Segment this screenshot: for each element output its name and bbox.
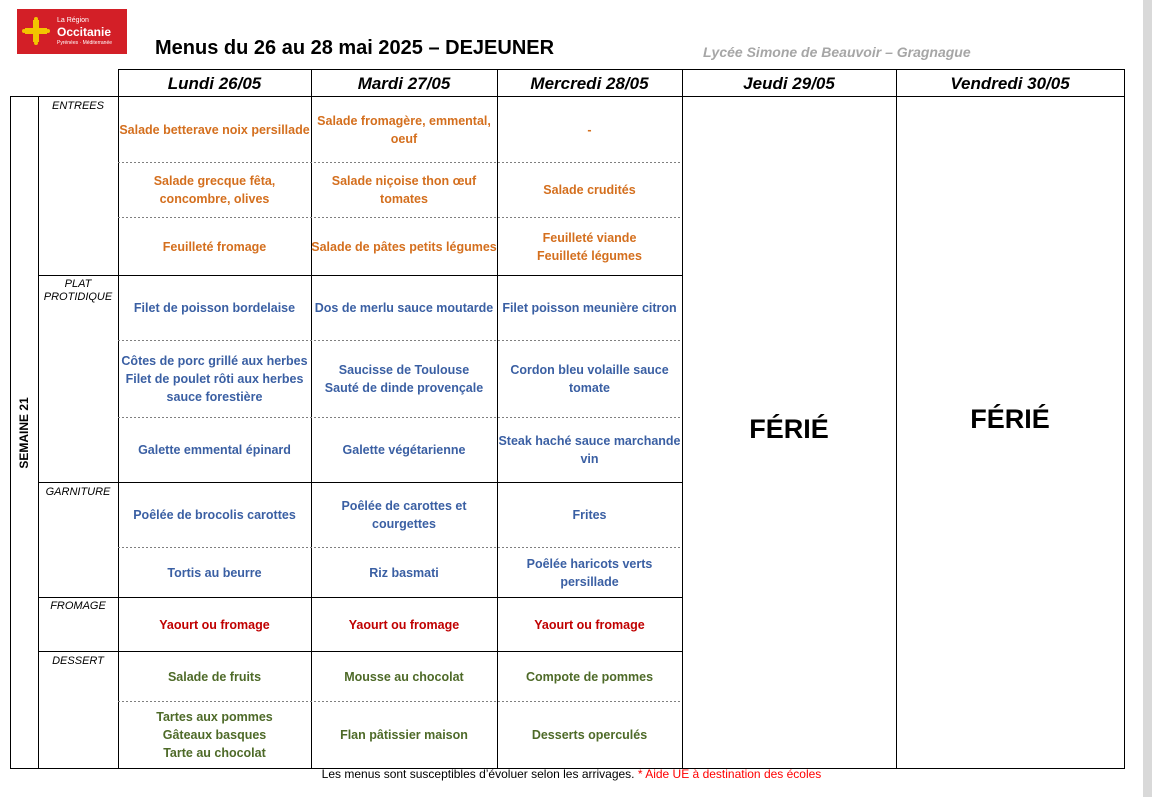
menu-cell [311, 276, 497, 340]
menu-cell [497, 652, 682, 701]
menu-cell [497, 418, 682, 482]
menu-cell [497, 702, 682, 768]
logo-line1: La Région [57, 17, 89, 24]
menu-cell [311, 97, 497, 162]
dish-entree: Feuilleté viande Feuilleté légumes [537, 230, 642, 263]
dish-plat: Saucisse de Toulouse Sauté de dinde provençale [324, 363, 484, 395]
dish-dessert: Tartes aux pommes Gâteaux basques Tarte au chocolat [156, 710, 273, 760]
logo-line2: Occitanie [57, 25, 112, 39]
dish-garniture: Poêlée de carottes et courgettes [341, 499, 467, 531]
dish-entree: Salade de pâtes petits légumes [311, 239, 497, 254]
menu-cell [118, 276, 311, 340]
menu-cell [497, 163, 682, 217]
dish-dessert: Compote de pommes [525, 669, 654, 684]
scrollbar[interactable] [1143, 0, 1152, 797]
category-dessert: DESSERT [52, 655, 104, 667]
dish-garniture: Poêlée haricots verts persillade [526, 556, 653, 589]
menu-cell [118, 598, 311, 651]
dish-garniture: Frites [572, 508, 607, 522]
menu-cell [311, 163, 497, 217]
menu-cell [118, 163, 311, 217]
category-plat: PLAT PROTIDIQUE [43, 278, 113, 303]
holiday-friday: FÉRIÉ [970, 404, 1050, 434]
dish-plat: Filet poisson meunière citron [502, 301, 677, 315]
footer-text: Les menus sont susceptibles d’évoluer selon les arrivages. [321, 767, 635, 781]
school-name: Lycée Simone de Beauvoir – Gragnague [703, 44, 971, 60]
dish-fromage: Yaourt ou fromage [534, 617, 645, 632]
footer-aide: * Aide UE à destination des écoles [637, 767, 822, 781]
menu-cell [311, 341, 497, 417]
dish-entree: Salade fromagère, emmental, oeuf [317, 113, 491, 146]
dish-garniture: Poêlée de brocolis carottes [133, 508, 296, 522]
dish-entree: Salade crudités [543, 183, 636, 197]
day-header-tuesday: Mardi 27/05 [357, 73, 451, 93]
day-header-friday: Vendredi 30/05 [950, 73, 1070, 93]
menu-cell [118, 483, 311, 547]
dish-plat: Cordon bleu volaille sauce tomate [510, 363, 669, 395]
dish-plat: Steak haché sauce marchande vin [498, 434, 681, 466]
holiday-thursday: FÉRIÉ [749, 414, 829, 444]
dish-plat: Dos de merlu sauce moutarde [314, 301, 494, 315]
menu-cell [311, 218, 497, 275]
menu-cell [311, 483, 497, 547]
menu-cell [118, 418, 311, 482]
dish-entree: Salade grecque fêta, concombre, olives [153, 174, 276, 206]
category-fromage: FROMAGE [50, 600, 106, 612]
category-entrees: ENTREES [52, 100, 104, 112]
dish-plat: Galette emmental épinard [138, 443, 291, 457]
dish-dessert: Mousse au chocolat [344, 669, 464, 684]
page-title: Menus du 26 au 28 mai 2025 – DEJEUNER [155, 37, 555, 59]
dish-fromage: Yaourt ou fromage [348, 617, 460, 632]
menu-cell [497, 548, 682, 597]
menu-cell [311, 702, 497, 768]
dish-plat: Côtes de porc grillé aux herbes Filet de poulet rôti aux herbes sauce forestière [121, 354, 308, 404]
dish-garniture: Riz basmati [369, 565, 439, 580]
dish-dessert: Flan pâtissier maison [340, 728, 468, 742]
dish-dessert: Salade de fruits [167, 669, 262, 684]
menu-cell [497, 598, 682, 651]
menu-cell [118, 702, 311, 768]
menu-cell [497, 97, 682, 162]
menu-cell [497, 483, 682, 547]
menu-cell [497, 276, 682, 340]
dish-entree: Salade betterave noix persillade [119, 122, 310, 137]
dish-dessert: Desserts operculés [531, 728, 648, 742]
dish-plat: Filet de poisson bordelaise [133, 301, 296, 315]
dish-fromage: Yaourt ou fromage [159, 617, 270, 632]
day-header-monday: Lundi 26/05 [167, 73, 262, 93]
menu-cell [311, 598, 497, 651]
logo-line3: Pyrénées · Méditerranée [57, 40, 113, 46]
menu-cell [118, 218, 311, 275]
menu-cell [118, 548, 311, 597]
dish-entree: Feuilleté fromage [162, 239, 267, 254]
dish-entree: Salade niçoise thon œuf tomates [331, 174, 477, 206]
menu-cell [118, 341, 311, 417]
footer-note [0, 767, 1143, 781]
menu-cell [497, 218, 682, 275]
menu-cell [311, 652, 497, 701]
week-label-text: SEMAINE 21 [17, 397, 31, 469]
day-header-thursday: Jeudi 29/05 [743, 73, 835, 93]
menu-cell [311, 548, 497, 597]
day-header-wednesday: Mercredi 28/05 [530, 73, 649, 93]
dish-garniture: Tortis au beurre [167, 565, 262, 580]
week-label [10, 97, 38, 769]
menu-cell [311, 418, 497, 482]
menu-cell [118, 97, 311, 162]
category-garniture: GARNITURE [45, 486, 111, 498]
dish-plat: Galette végétarienne [342, 443, 466, 457]
menu-cell [118, 652, 311, 701]
dish-entree: - [587, 122, 592, 137]
menu-cell [497, 341, 682, 417]
